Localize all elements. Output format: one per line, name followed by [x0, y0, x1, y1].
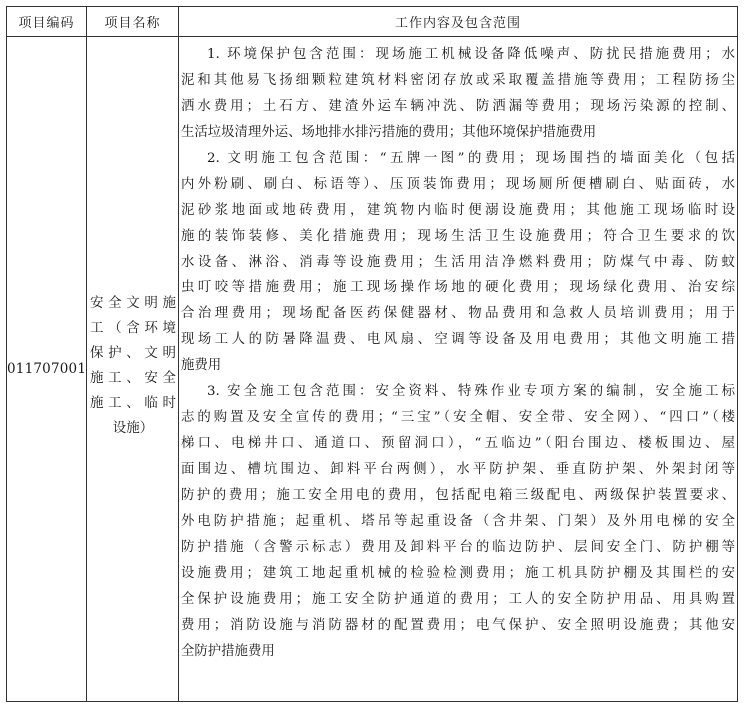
- content-line: 施费用: [181, 358, 222, 374]
- item-name-line: 安全文明施: [90, 295, 176, 311]
- item-name-cell: [87, 291, 179, 441]
- item-name-line: 工（含环境: [90, 320, 176, 336]
- content-line: 合治理费用；现场配备医药保健器材、物品费用和急救人员培训费用；用于: [181, 306, 735, 322]
- work-content-cell: [181, 42, 735, 665]
- content-line: 施的装饰装修、美化措施费用；现场生活卫生设施费用；符合卫生要求的饮: [181, 228, 735, 244]
- item-code-cell: 011707001: [7, 361, 87, 377]
- header-item-code: 项目编码: [18, 16, 75, 31]
- content-line: 面围边、槽坑围边、卸料平台两侧），水平防护架、垂直防护架、外架封闭等: [181, 462, 735, 477]
- content-line: 3. 安全施工包含范围：安全资料、特殊作业专项方案的编制，安全施工标: [207, 384, 735, 400]
- item-name-line: 保护、文明: [90, 345, 176, 361]
- content-line: 泥砂浆地面或地砖费用，建筑物内临时便溺设施费用；其他施工现场临时设: [181, 202, 735, 218]
- content-line: 生活垃圾清理外运、场地排水排污措施的费用；其他环境保护措施费用: [181, 124, 597, 140]
- content-line: 全保护设施费用；施工安全防护通道的费用；工人的安全防护用品、用具购置: [181, 591, 735, 607]
- content-line: 全防护措施费用: [181, 643, 275, 659]
- content-line: 费用；消防设施与消防器材的配置费用；电气保护、安全照明设施费；其他安: [181, 617, 735, 633]
- content-line: 洒水费用；土石方、建渣外运车辆冲洗、防洒漏等费用；现场污染源的控制、: [181, 98, 735, 114]
- content-line: 防护的费用；施工安全用电的费用，包括配电箱三级配电、两级保护装置要求、: [181, 487, 735, 503]
- item-name-line: 设施）: [112, 420, 154, 436]
- content-line: 泥和其他易飞扬细颗粒建筑材料密闭存放或采取覆盖措施等费用；工程防扬尘: [181, 72, 735, 88]
- content-line: 设施费用；建筑工地起重机械的检验检测费用；施工机具防护棚及其围栏的安: [181, 565, 735, 581]
- item-name-line: 施工、安全: [90, 370, 176, 386]
- content-line: 外电防护措施；起重机、塔吊等起重设备（含井架、门架）及外用电梯的安全: [181, 513, 735, 529]
- work-content-table: [6, 6, 738, 702]
- content-line: 梯口、电梯井口、通道口、预留洞口），“五临边”（阳台围边、楼板围边、屋: [181, 436, 735, 452]
- item-name-line: 施工、临时: [90, 395, 176, 411]
- header-work-content: 工作内容及包含范围: [394, 16, 521, 31]
- content-line: 水设备、淋浴、消毒等设施费用；生活用洁净燃料费用；防煤气中毒、防蚊: [181, 254, 735, 270]
- content-line: 虫叮咬等措施费用；施工现场操作场地的硬化费用；现场绿化费用、治安综: [181, 280, 735, 296]
- content-line: 1. 环境保护包含范围：现场施工机械设备降低噪声、防扰民措施费用；水: [207, 47, 735, 62]
- header-divider: [7, 36, 737, 37]
- header-item-name: 项目名称: [104, 16, 161, 31]
- content-line: 志的购置及安全宣传的费用；“三宝”（安全帽、安全带、安全网）、“四口”（楼: [181, 410, 735, 426]
- content-line: 内外粉刷、刷白、标语等）、压顶装饰费用；现场厕所便槽刷白、贴面砖，水: [181, 176, 735, 192]
- content-line: 2. 文明施工包含范围：“五牌一图”的费用；现场围挡的墙面美化（包括: [207, 150, 735, 166]
- content-line: 现场工人的防暑降温费、电风扇、空调等设备及用电费用；其他文明施工措: [181, 332, 735, 348]
- content-line: 防护措施（含警示标志）费用及卸料平台的临边防护、层间安全门、防护棚等: [181, 539, 735, 555]
